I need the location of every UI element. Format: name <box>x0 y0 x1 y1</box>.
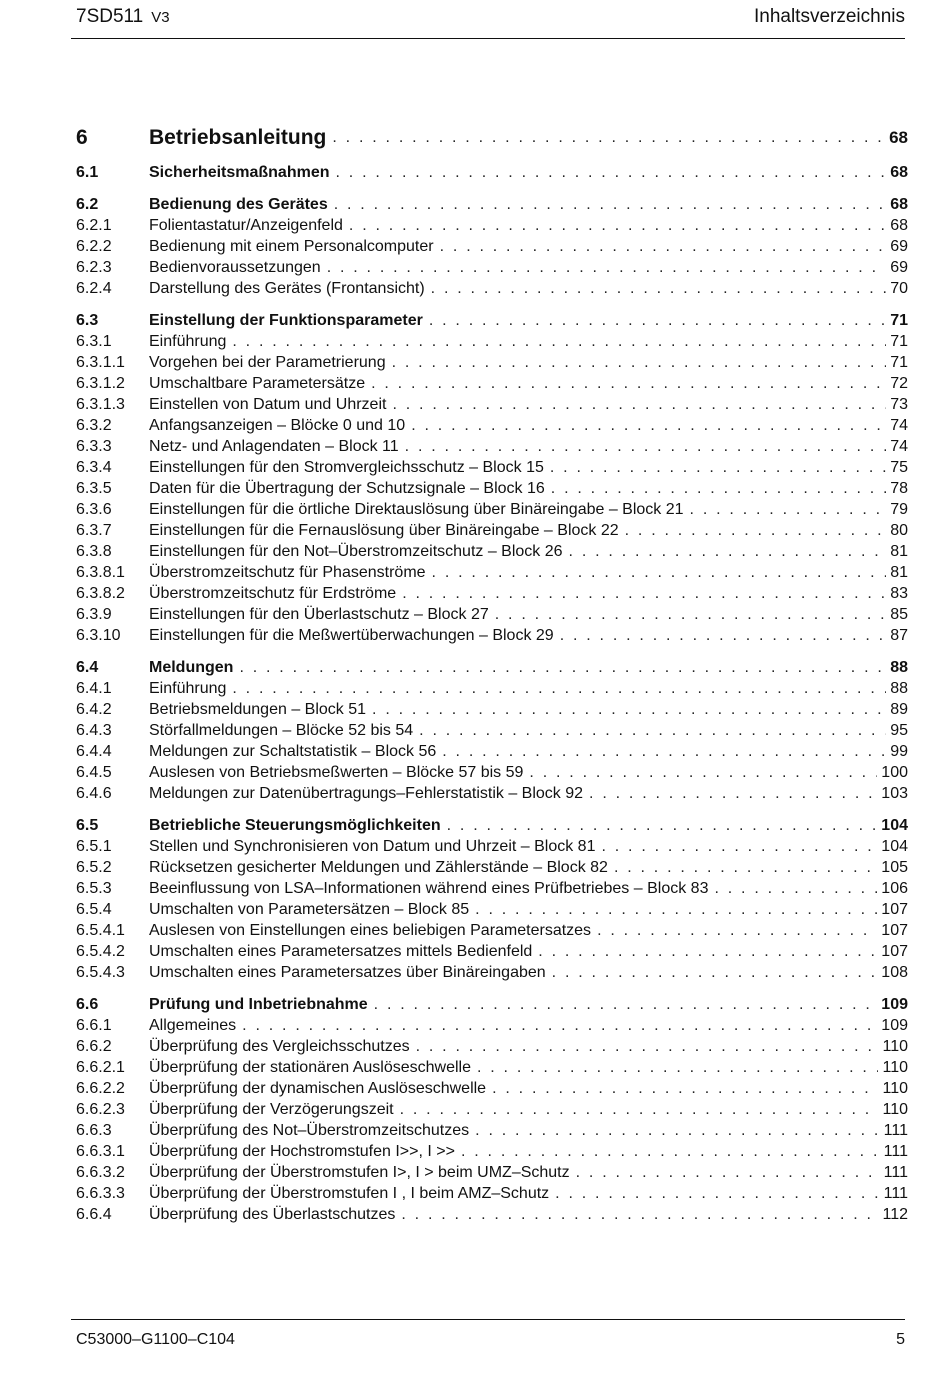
toc-entry-title: Umschalten eines Parametersatzes über Binäreingaben <box>149 964 546 981</box>
dot-leader <box>372 699 886 720</box>
toc-entry-page: 74 <box>890 417 908 434</box>
toc-entry-title: Einstellungen für die örtliche Direktauslösung über Binäreingabe – Block 21 <box>149 501 684 518</box>
toc-entry-title: Einstellungen für den Not–Überstromzeitschutz – Block 26 <box>149 543 563 560</box>
table-of-contents <box>76 123 908 1236</box>
footer-rule <box>71 1319 905 1320</box>
toc-entry[interactable] <box>76 562 908 583</box>
toc-entry[interactable] <box>76 583 908 604</box>
toc-entry-title: Rücksetzen gesicherter Meldungen und Zählerstände – Block 82 <box>149 859 608 876</box>
toc-entry-title: Einstellungen für den Überlastschutz – Block 27 <box>149 606 489 623</box>
toc-entry[interactable] <box>76 499 908 520</box>
toc-entry-page: 75 <box>890 459 908 476</box>
toc-entry-title: Überprüfung der Überstromstufen I , I beim AMZ–Schutz <box>149 1185 550 1202</box>
toc-entry-page: 110 <box>882 1059 908 1076</box>
toc-entry[interactable] <box>76 394 908 415</box>
page-number: 5 <box>896 1331 905 1348</box>
toc-entry-number: 6.5.4.1 <box>76 922 125 939</box>
toc-entry-title: Netz- und Anlagendaten – Block 11 <box>149 438 399 455</box>
document-version: V3 <box>151 9 170 26</box>
toc-entry-title: Daten für die Übertragung der Schutzsignale – Block 16 <box>149 480 545 497</box>
toc-entry[interactable] <box>76 257 908 278</box>
toc-entry-page: 71 <box>890 354 908 371</box>
toc-entry-title: Meldungen <box>149 659 234 676</box>
toc-entry[interactable] <box>76 994 908 1015</box>
toc-entry-title: Störfallmeldungen – Blöcke 52 bis 54 <box>149 722 414 739</box>
toc-entry-number: 6.3.10 <box>76 627 121 644</box>
toc-entry[interactable] <box>76 436 908 457</box>
dot-leader <box>475 1120 880 1141</box>
toc-entry-number: 6.6.2.2 <box>76 1080 125 1097</box>
toc-entry[interactable] <box>76 878 908 899</box>
dot-leader <box>392 394 886 415</box>
toc-entry-number: 6.6.2.3 <box>76 1101 125 1118</box>
toc-section <box>76 162 908 183</box>
toc-entry-title: Überprüfung des Überlastschutzes <box>149 1206 396 1223</box>
toc-entry[interactable] <box>76 1015 908 1036</box>
toc-entry-title: Überprüfung der Hochstromstufen I>>, I >> <box>149 1143 455 1160</box>
toc-entry-title: Umschalten von Parametersätzen – Block 85 <box>149 901 470 918</box>
toc-entry-page: 70 <box>890 280 908 297</box>
dot-leader <box>597 920 877 941</box>
toc-entry-title: Überstromzeitschutz für Erdströme <box>149 585 397 602</box>
toc-entry-page: 111 <box>883 1185 908 1202</box>
toc-entry-page: 71 <box>890 312 908 329</box>
toc-entry-page: 109 <box>881 996 908 1013</box>
toc-entry-page: 107 <box>881 922 908 939</box>
dot-leader <box>492 1078 878 1099</box>
toc-entry-number: 6 <box>76 126 88 149</box>
toc-entry-title: Einstellungen für die Fernauslösung über Binäreingabe – Block 22 <box>149 522 619 539</box>
dot-leader <box>432 562 887 583</box>
toc-entry-page: 78 <box>890 480 908 497</box>
dot-leader <box>400 1099 879 1120</box>
dot-leader <box>336 162 887 183</box>
toc-entry-page: 68 <box>889 128 908 147</box>
toc-entry-page: 81 <box>890 543 908 560</box>
toc-entry-page: 72 <box>890 375 908 392</box>
toc-entry-title: Einführung <box>149 680 227 697</box>
toc-entry[interactable] <box>76 278 908 299</box>
toc-entry-number: 6.3.3 <box>76 438 112 455</box>
toc-section <box>76 123 908 153</box>
toc-entry[interactable] <box>76 741 908 762</box>
toc-entry-title: Überprüfung der Überstromstufen I>, I > beim UMZ–Schutz <box>149 1164 570 1181</box>
toc-entry[interactable] <box>76 373 908 394</box>
toc-entry-number: 6.6.3.1 <box>76 1143 125 1160</box>
dot-leader <box>589 783 877 804</box>
toc-entry-number: 6.3.1.3 <box>76 396 125 413</box>
toc-entry-page: 110 <box>882 1101 908 1118</box>
dot-leader <box>232 678 886 699</box>
dot-leader <box>239 657 886 678</box>
toc-entry-title: Meldungen zur Schaltstatistik – Block 56 <box>149 743 437 760</box>
toc-entry-page: 110 <box>882 1080 908 1097</box>
toc-entry-title: Allgemeines <box>149 1017 237 1034</box>
toc-entry-number: 6.5.3 <box>76 880 112 897</box>
toc-entry[interactable] <box>76 215 908 236</box>
toc-entry-number: 6.6.2 <box>76 1038 112 1055</box>
toc-entry[interactable] <box>76 962 908 983</box>
toc-entry[interactable] <box>76 1057 908 1078</box>
dot-leader <box>714 878 877 899</box>
toc-entry-number: 6.4.4 <box>76 743 112 760</box>
toc-entry-title: Darstellung des Gerätes (Frontansicht) <box>149 280 425 297</box>
toc-entry-page: 83 <box>890 585 908 602</box>
toc-entry-title: Bedienung des Gerätes <box>149 196 328 213</box>
toc-entry-page: 71 <box>890 333 908 350</box>
toc-entry-page: 81 <box>890 564 908 581</box>
toc-entry-page: 68 <box>890 196 908 213</box>
toc-entry-page: 110 <box>882 1038 908 1055</box>
toc-entry-title: Einstellungen für die Meßwertüberwachungen – Block 29 <box>149 627 554 644</box>
dot-leader <box>550 457 886 478</box>
toc-entry-title: Einstellungen für den Stromvergleichsschutz – Block 15 <box>149 459 544 476</box>
toc-entry-number: 6.5.2 <box>76 859 112 876</box>
toc-entry-title: Überstromzeitschutz für Phasenströme <box>149 564 426 581</box>
dot-leader <box>374 994 878 1015</box>
toc-entry-page: 89 <box>890 701 908 718</box>
dot-leader <box>475 899 877 920</box>
toc-entry-number: 6.5.4 <box>76 901 112 918</box>
toc-entry-number: 6.6.4 <box>76 1206 112 1223</box>
toc-entry-page: 103 <box>881 785 908 802</box>
toc-entry-number: 6.3.1 <box>76 333 112 350</box>
toc-entry-number: 6.6.2.1 <box>76 1059 125 1076</box>
toc-entry-title: Überprüfung der stationären Auslöseschwelle <box>149 1059 471 1076</box>
toc-entry[interactable] <box>76 1120 908 1141</box>
toc-entry[interactable] <box>76 194 908 215</box>
toc-entry[interactable] <box>76 520 908 541</box>
toc-entry[interactable] <box>76 678 908 699</box>
dot-leader <box>529 762 877 783</box>
dot-leader <box>402 583 886 604</box>
dot-leader <box>690 499 887 520</box>
toc-entry-page: 105 <box>881 859 908 876</box>
toc-entry-title: Betriebliche Steuerungsmöglichkeiten <box>149 817 441 834</box>
dot-leader <box>461 1141 880 1162</box>
toc-section <box>76 194 908 299</box>
toc-entry-number: 6.6.3 <box>76 1122 112 1139</box>
toc-entry-title: Überprüfung der dynamischen Auslöseschwelle <box>149 1080 487 1097</box>
toc-entry[interactable] <box>76 1036 908 1057</box>
page-header <box>76 6 905 34</box>
dot-leader <box>552 962 878 983</box>
toc-entry-number: 6.3.8.2 <box>76 585 125 602</box>
toc-entry[interactable] <box>76 1162 908 1183</box>
dot-leader <box>392 352 887 373</box>
toc-entry-title: Auslesen von Betriebsmeßwerten – Blöcke 57 bis 59 <box>149 764 524 781</box>
toc-entry[interactable] <box>76 415 908 436</box>
toc-entry-number: 6.4 <box>76 659 99 676</box>
toc-entry[interactable] <box>76 1204 908 1225</box>
dot-leader <box>576 1162 880 1183</box>
toc-entry-page: 85 <box>890 606 908 623</box>
toc-entry-page: 95 <box>890 722 908 739</box>
toc-entry-page: 88 <box>890 659 908 676</box>
toc-entry[interactable] <box>76 762 908 783</box>
toc-entry-page: 69 <box>890 259 908 276</box>
toc-entry-number: 6.3.8 <box>76 543 112 560</box>
toc-entry-number: 6.2.4 <box>76 280 112 297</box>
toc-entry-page: 109 <box>881 1017 908 1034</box>
toc-entry-number: 6.3.2 <box>76 417 112 434</box>
dot-leader <box>625 520 887 541</box>
toc-entry-page: 106 <box>881 880 908 897</box>
toc-entry-title: Überprüfung des Not–Überstromzeitschutzes <box>149 1122 470 1139</box>
toc-entry-title: Umschalten eines Parametersatzes mittels Bedienfeld <box>149 943 533 960</box>
toc-entry[interactable] <box>76 1141 908 1162</box>
toc-entry-page: 74 <box>890 438 908 455</box>
dot-leader <box>349 215 886 236</box>
toc-entry-title: Prüfung und Inbetriebnahme <box>149 996 368 1013</box>
toc-entry[interactable] <box>76 920 908 941</box>
header-rule <box>71 38 905 39</box>
device-code: 7SD511 <box>76 6 144 27</box>
toc-entry-page: 111 <box>883 1164 908 1181</box>
toc-entry[interactable] <box>76 1078 908 1099</box>
toc-entry[interactable] <box>76 236 908 257</box>
dot-leader <box>560 625 887 646</box>
toc-entry-page: 80 <box>890 522 908 539</box>
toc-entry[interactable] <box>76 657 908 678</box>
toc-entry[interactable] <box>76 699 908 720</box>
toc-entry[interactable] <box>76 457 908 478</box>
toc-entry[interactable] <box>76 899 908 920</box>
toc-entry-number: 6.2.1 <box>76 217 112 234</box>
toc-section <box>76 310 908 646</box>
dot-leader <box>371 373 886 394</box>
dot-leader <box>405 436 887 457</box>
toc-entry-number: 6.3.5 <box>76 480 112 497</box>
toc-entry-number: 6.3.6 <box>76 501 112 518</box>
toc-entry-page: 111 <box>883 1122 908 1139</box>
toc-entry-number: 6.4.6 <box>76 785 112 802</box>
toc-entry-number: 6.2.2 <box>76 238 112 255</box>
toc-entry[interactable] <box>76 331 908 352</box>
toc-entry-page: 108 <box>881 964 908 981</box>
dot-leader <box>555 1183 880 1204</box>
dot-leader <box>447 815 878 836</box>
toc-entry-page: 87 <box>890 627 908 644</box>
toc-entry-number: 6.3.4 <box>76 459 112 476</box>
toc-entry-number: 6.3.9 <box>76 606 112 623</box>
toc-entry[interactable] <box>76 783 908 804</box>
dot-leader <box>429 310 886 331</box>
toc-entry-number: 6.2.3 <box>76 259 112 276</box>
toc-entry-title: Umschaltbare Parametersätze <box>149 375 366 392</box>
toc-entry-number: 6.3.1.1 <box>76 354 125 371</box>
toc-entry-page: 100 <box>881 764 908 781</box>
toc-entry-page: 107 <box>881 943 908 960</box>
dot-leader <box>569 541 887 562</box>
toc-entry-title: Vorgehen bei der Parametrierung <box>149 354 386 371</box>
toc-entry-number: 6.4.3 <box>76 722 112 739</box>
toc-entry-page: 112 <box>882 1206 908 1223</box>
toc-entry-page: 69 <box>890 238 908 255</box>
toc-entry-title: Meldungen zur Datenübertragungs–Fehlerstatistik – Block 92 <box>149 785 584 802</box>
toc-entry-page: 104 <box>881 817 908 834</box>
toc-entry[interactable] <box>76 625 908 646</box>
toc-entry[interactable] <box>76 836 908 857</box>
toc-entry[interactable] <box>76 941 908 962</box>
toc-entry-title: Folientastatur/Anzeigenfeld <box>149 217 343 234</box>
toc-entry-page: 107 <box>881 901 908 918</box>
dot-leader <box>538 941 877 962</box>
dot-leader <box>551 478 886 499</box>
toc-entry-number: 6.6 <box>76 996 99 1013</box>
toc-entry-title: Einführung <box>149 333 227 350</box>
dot-leader <box>327 257 887 278</box>
toc-entry-page: 104 <box>881 838 908 855</box>
dot-leader <box>401 1204 878 1225</box>
dot-leader <box>242 1015 877 1036</box>
toc-section <box>76 815 908 983</box>
section-title: Inhaltsverzeichnis <box>753 6 905 27</box>
toc-entry[interactable] <box>76 604 908 625</box>
toc-entry[interactable] <box>76 310 908 331</box>
toc-entry[interactable] <box>76 720 908 741</box>
dot-leader <box>601 836 877 857</box>
toc-entry[interactable] <box>76 857 908 878</box>
dot-leader <box>477 1057 879 1078</box>
toc-entry-page: 68 <box>890 164 908 181</box>
toc-entry-title: Beeinflussung von LSA–Informationen während eines Prüfbetriebes – Block 83 <box>149 880 709 897</box>
toc-entry[interactable] <box>76 1099 908 1120</box>
dot-leader <box>419 720 886 741</box>
toc-entry-page: 99 <box>890 743 908 760</box>
toc-entry-title: Anfangsanzeigen – Blöcke 0 und 10 <box>149 417 406 434</box>
toc-entry-number: 6.5.1 <box>76 838 112 855</box>
dot-leader <box>614 857 877 878</box>
dot-leader <box>332 123 885 153</box>
toc-entry-number: 6.5.4.2 <box>76 943 125 960</box>
toc-entry[interactable] <box>76 123 908 153</box>
toc-entry-number: 6.5.4.3 <box>76 964 125 981</box>
toc-entry-title: Betriebsmeldungen – Block 51 <box>149 701 367 718</box>
dot-leader <box>334 194 886 215</box>
toc-section <box>76 994 908 1225</box>
toc-entry-number: 6.4.5 <box>76 764 112 781</box>
toc-entry-number: 6.3.8.1 <box>76 564 125 581</box>
toc-entry[interactable] <box>76 815 908 836</box>
toc-entry-title: Sicherheitsmaßnahmen <box>149 164 330 181</box>
toc-entry[interactable] <box>76 162 908 183</box>
dot-leader <box>411 415 886 436</box>
toc-entry[interactable] <box>76 352 908 373</box>
dot-leader <box>442 741 886 762</box>
dot-leader <box>440 236 887 257</box>
toc-entry-title: Bedienung mit einem Personalcomputer <box>149 238 434 255</box>
toc-entry-number: 6.2 <box>76 196 99 213</box>
toc-entry-page: 111 <box>883 1143 908 1160</box>
toc-entry-title: Bedienvoraussetzungen <box>149 259 321 276</box>
toc-section <box>76 657 908 804</box>
toc-entry-number: 6.6.1 <box>76 1017 112 1034</box>
toc-entry-number: 6.1 <box>76 164 99 181</box>
toc-entry[interactable] <box>76 478 908 499</box>
toc-entry-title: Stellen und Synchronisieren von Datum und Uhrzeit – Block 81 <box>149 838 596 855</box>
toc-entry-number: 6.4.1 <box>76 680 112 697</box>
toc-entry-number: 6.3 <box>76 312 99 329</box>
toc-entry-page: 88 <box>890 680 908 697</box>
toc-entry-number: 6.3.7 <box>76 522 112 539</box>
toc-entry-title: Einstellung der Funktionsparameter <box>149 312 423 329</box>
toc-entry-page: 79 <box>890 501 908 518</box>
dot-leader <box>431 278 887 299</box>
toc-entry[interactable] <box>76 1183 908 1204</box>
dot-leader <box>495 604 886 625</box>
toc-entry-number: 6.6.3.2 <box>76 1164 125 1181</box>
toc-entry-page: 73 <box>890 396 908 413</box>
toc-entry-title: Betriebsanleitung <box>149 126 327 149</box>
toc-entry-number: 6.5 <box>76 817 99 834</box>
toc-entry-number: 6.3.1.2 <box>76 375 125 392</box>
toc-entry-title: Auslesen von Einstellungen eines beliebigen Parametersatzes <box>149 922 592 939</box>
toc-entry-title: Überprüfung des Vergleichsschutzes <box>149 1038 410 1055</box>
toc-entry-number: 6.4.2 <box>76 701 112 718</box>
dot-leader <box>232 331 886 352</box>
document-id <box>76 6 170 28</box>
toc-entry[interactable] <box>76 541 908 562</box>
toc-entry-title: Einstellen von Datum und Uhrzeit <box>149 396 387 413</box>
toc-entry-number: 6.6.3.3 <box>76 1185 125 1202</box>
dot-leader <box>416 1036 879 1057</box>
toc-entry-title: Überprüfung der Verzögerungszeit <box>149 1101 394 1118</box>
document-number: C53000–G1100–C104 <box>76 1331 235 1348</box>
toc-entry-page: 68 <box>890 217 908 234</box>
